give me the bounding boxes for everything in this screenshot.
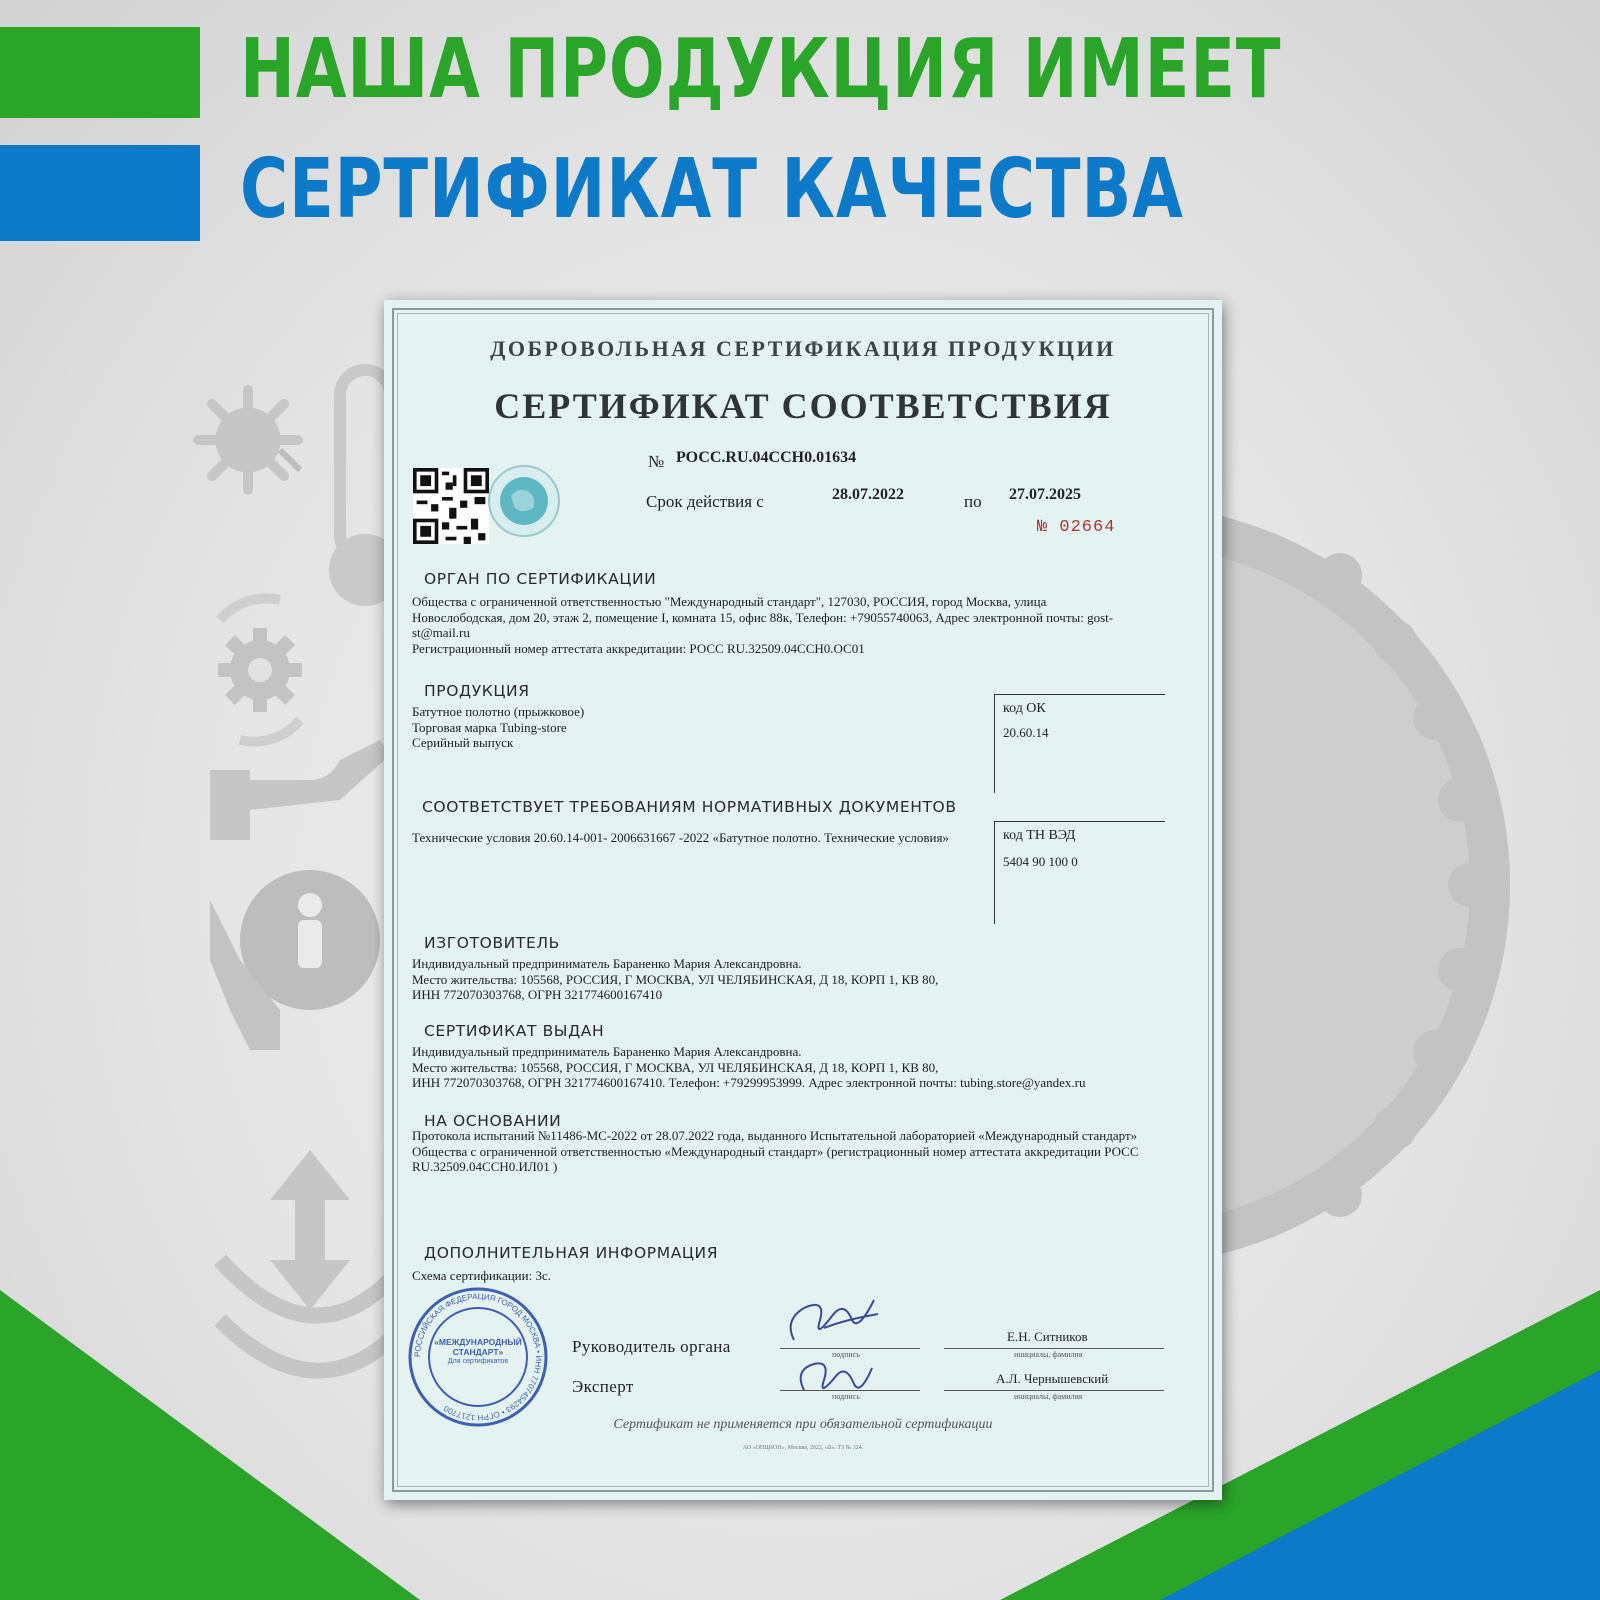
certificate-title: СЕРТИФИКАТ СООТВЕТСТВИЯ	[494, 386, 1112, 426]
seal-center-text: «МЕЖДУНАРОДНЫЙ СТАНДАРТ»	[434, 1337, 522, 1357]
certification-body-address: Общества с ограниченной ответственностью "Международный стандарт", 127030, РОССИЯ, город Москва, улица Новослободская, дом 20, этаж 2, помещение I, комната 15, офис 88к, Телефон: +79055740063, Адрес электронной почты: gost-st@mail.ru	[412, 594, 1114, 640]
ok-code-value: 20.60.14	[1003, 725, 1049, 740]
seal-ring-text: РОССИЙСКАЯ ФЕДЕРАЦИЯ ГОРОД МОСКВА • ИНН 7707454293 • ОГРН 1217700	[412, 1291, 544, 1423]
issued-line-2: Место жительства: 105568, РОССИЯ, Г МОСКВА, УЛ ЧЕЛЯБИНСКАЯ, Д 18, КОРП 1, КВ 80,	[412, 1059, 939, 1075]
section-heading-manufacturer: ИЗГОТОВИТЕЛЬ	[424, 934, 560, 952]
manufacturer-line-2: Место жительства: 105568, РОССИЯ, Г МОСКВА, УЛ ЧЕЛЯБИНСКАЯ, Д 18, КОРП 1, КВ 80,	[412, 971, 939, 987]
valid-from-date: 28.07.2022	[832, 486, 904, 503]
signature-caption-expert: подпись	[832, 1392, 860, 1401]
signature-line-head	[780, 1348, 920, 1349]
headline-line-1: НАША ПРОДУКЦИЯ ИМЕЕТ	[240, 22, 1282, 117]
issued-to-text	[412, 1044, 1172, 1091]
issued-line-3: ИНН 772070303768, ОГРН 321774600167410. Телефон: +79299953999. Адрес электронной почты: tubing.store@yandex.ru	[412, 1075, 1086, 1090]
section-heading-issued-to: СЕРТИФИКАТ ВЫДАН	[424, 1022, 605, 1040]
basis-text: Протокола испытаний №11486-МС-2022 от 28.07.2022 года, выданного Испытательной лабораторией «Международный стандарт» Общества с ограниченной ответственностью «Международный стандарт» (регистрационный номер аттестата аккредитации РОСС RU.32509.04ССН0.ИЛ01 )	[412, 1128, 1139, 1174]
expert-name: А.Л. Чернышевский	[996, 1371, 1109, 1386]
tnved-code-label: код ТН ВЭД	[1003, 828, 1076, 843]
head-name: Е.Н. Ситников	[1007, 1329, 1088, 1344]
accreditation-number: Регистрационный номер аттестата аккредитации: РОСС RU.32509.04ССН0.ОС01	[412, 640, 865, 656]
product-line-2: Торговая марка Tubing-store	[412, 719, 567, 735]
certification-body-text	[412, 594, 1132, 656]
thermometer-icon	[335, 370, 390, 600]
seal-sub-text: Для сертификатов	[447, 1358, 509, 1365]
manufacturer-text	[412, 956, 1142, 1003]
certificate-number: РОСС.RU.04ССН0.01634	[676, 449, 857, 466]
form-serial-number: № 02664	[1037, 518, 1116, 537]
green-stripe	[0, 27, 200, 118]
signature-caption-head: подпись	[832, 1350, 860, 1359]
issued-line-1: Индивидуальный предприниматель Бараненко Мария Александровна.	[412, 1044, 802, 1059]
section-heading-basis: НА ОСНОВАНИИ	[424, 1112, 562, 1130]
official-seal	[406, 1285, 550, 1429]
head-of-body-label: Руководитель органа	[572, 1337, 731, 1356]
ok-code-box	[994, 694, 1165, 793]
valid-to-date: 27.07.2025	[1009, 486, 1081, 503]
name-line-head	[944, 1348, 1164, 1349]
section-heading-additional-info: ДОПОЛНИТЕЛЬНАЯ ИНФОРМАЦИЯ	[424, 1244, 719, 1262]
certificate-number-label: №	[648, 452, 665, 471]
tnved-code-value: 5404 90 100 0	[1003, 854, 1078, 869]
product-line-1: Батутное полотно (прыжковое)	[412, 704, 585, 719]
conformity-text: Технические условия 20.60.14-001- 2006631667 -2022 «Батутное полотно. Технические условия»	[412, 830, 949, 845]
certificate	[384, 300, 1222, 1500]
certificate-footer-note: Сертификат не применяется при обязательной сертификации	[613, 1417, 993, 1432]
headline-line-2: СЕРТИФИКАТ КАЧЕСТВА	[240, 142, 1184, 237]
names-caption-head: инициалы, фамилия	[1014, 1350, 1083, 1359]
manufacturer-line-3: ИНН 772070303768, ОГРН 321774600167410	[412, 987, 663, 1002]
name-line-expert	[944, 1390, 1164, 1391]
ok-code-label: код ОК	[1003, 701, 1046, 716]
hand-icon	[210, 740, 390, 840]
gear-cycle-icon	[218, 598, 302, 741]
product-text	[412, 704, 972, 751]
validity-label: Срок действия с	[646, 492, 764, 511]
expert-label: Эксперт	[572, 1377, 634, 1396]
names-caption-expert: инициалы, фамилия	[1014, 1392, 1083, 1401]
valid-to-label: по	[964, 492, 982, 511]
manufacturer-line-1: Индивидуальный предприниматель Бараненко Мария Александровна.	[412, 956, 802, 971]
section-heading-certification-body: ОРГАН ПО СЕРТИФИКАЦИИ	[424, 570, 657, 588]
product-line-3: Серийный выпуск	[412, 735, 514, 750]
additional-info-text: Схема сертификации: 3с.	[412, 1268, 551, 1283]
printer-imprint: АО «ОПЦИОН», Москва, 2022, «Б». ТЗ № 324.	[742, 1445, 864, 1451]
blue-stripe	[0, 145, 200, 241]
sun-snowflake-icon	[198, 390, 300, 490]
section-heading-product: ПРОДУКЦИЯ	[424, 682, 530, 700]
child-protection-icon	[210, 870, 380, 1050]
certificate-header: ДОБРОВОЛЬНАЯ СЕРТИФИКАЦИЯ ПРОДУКЦИИ	[490, 336, 1116, 361]
signature-line-expert	[780, 1390, 920, 1391]
qr-code	[413, 468, 489, 544]
section-heading-conformity: СООТВЕТСТВУЕТ ТРЕБОВАНИЯМ НОРМАТИВНЫХ ДОКУМЕНТОВ	[422, 798, 957, 816]
tnved-code-box	[994, 821, 1165, 924]
globe-emblem-icon	[487, 464, 561, 538]
